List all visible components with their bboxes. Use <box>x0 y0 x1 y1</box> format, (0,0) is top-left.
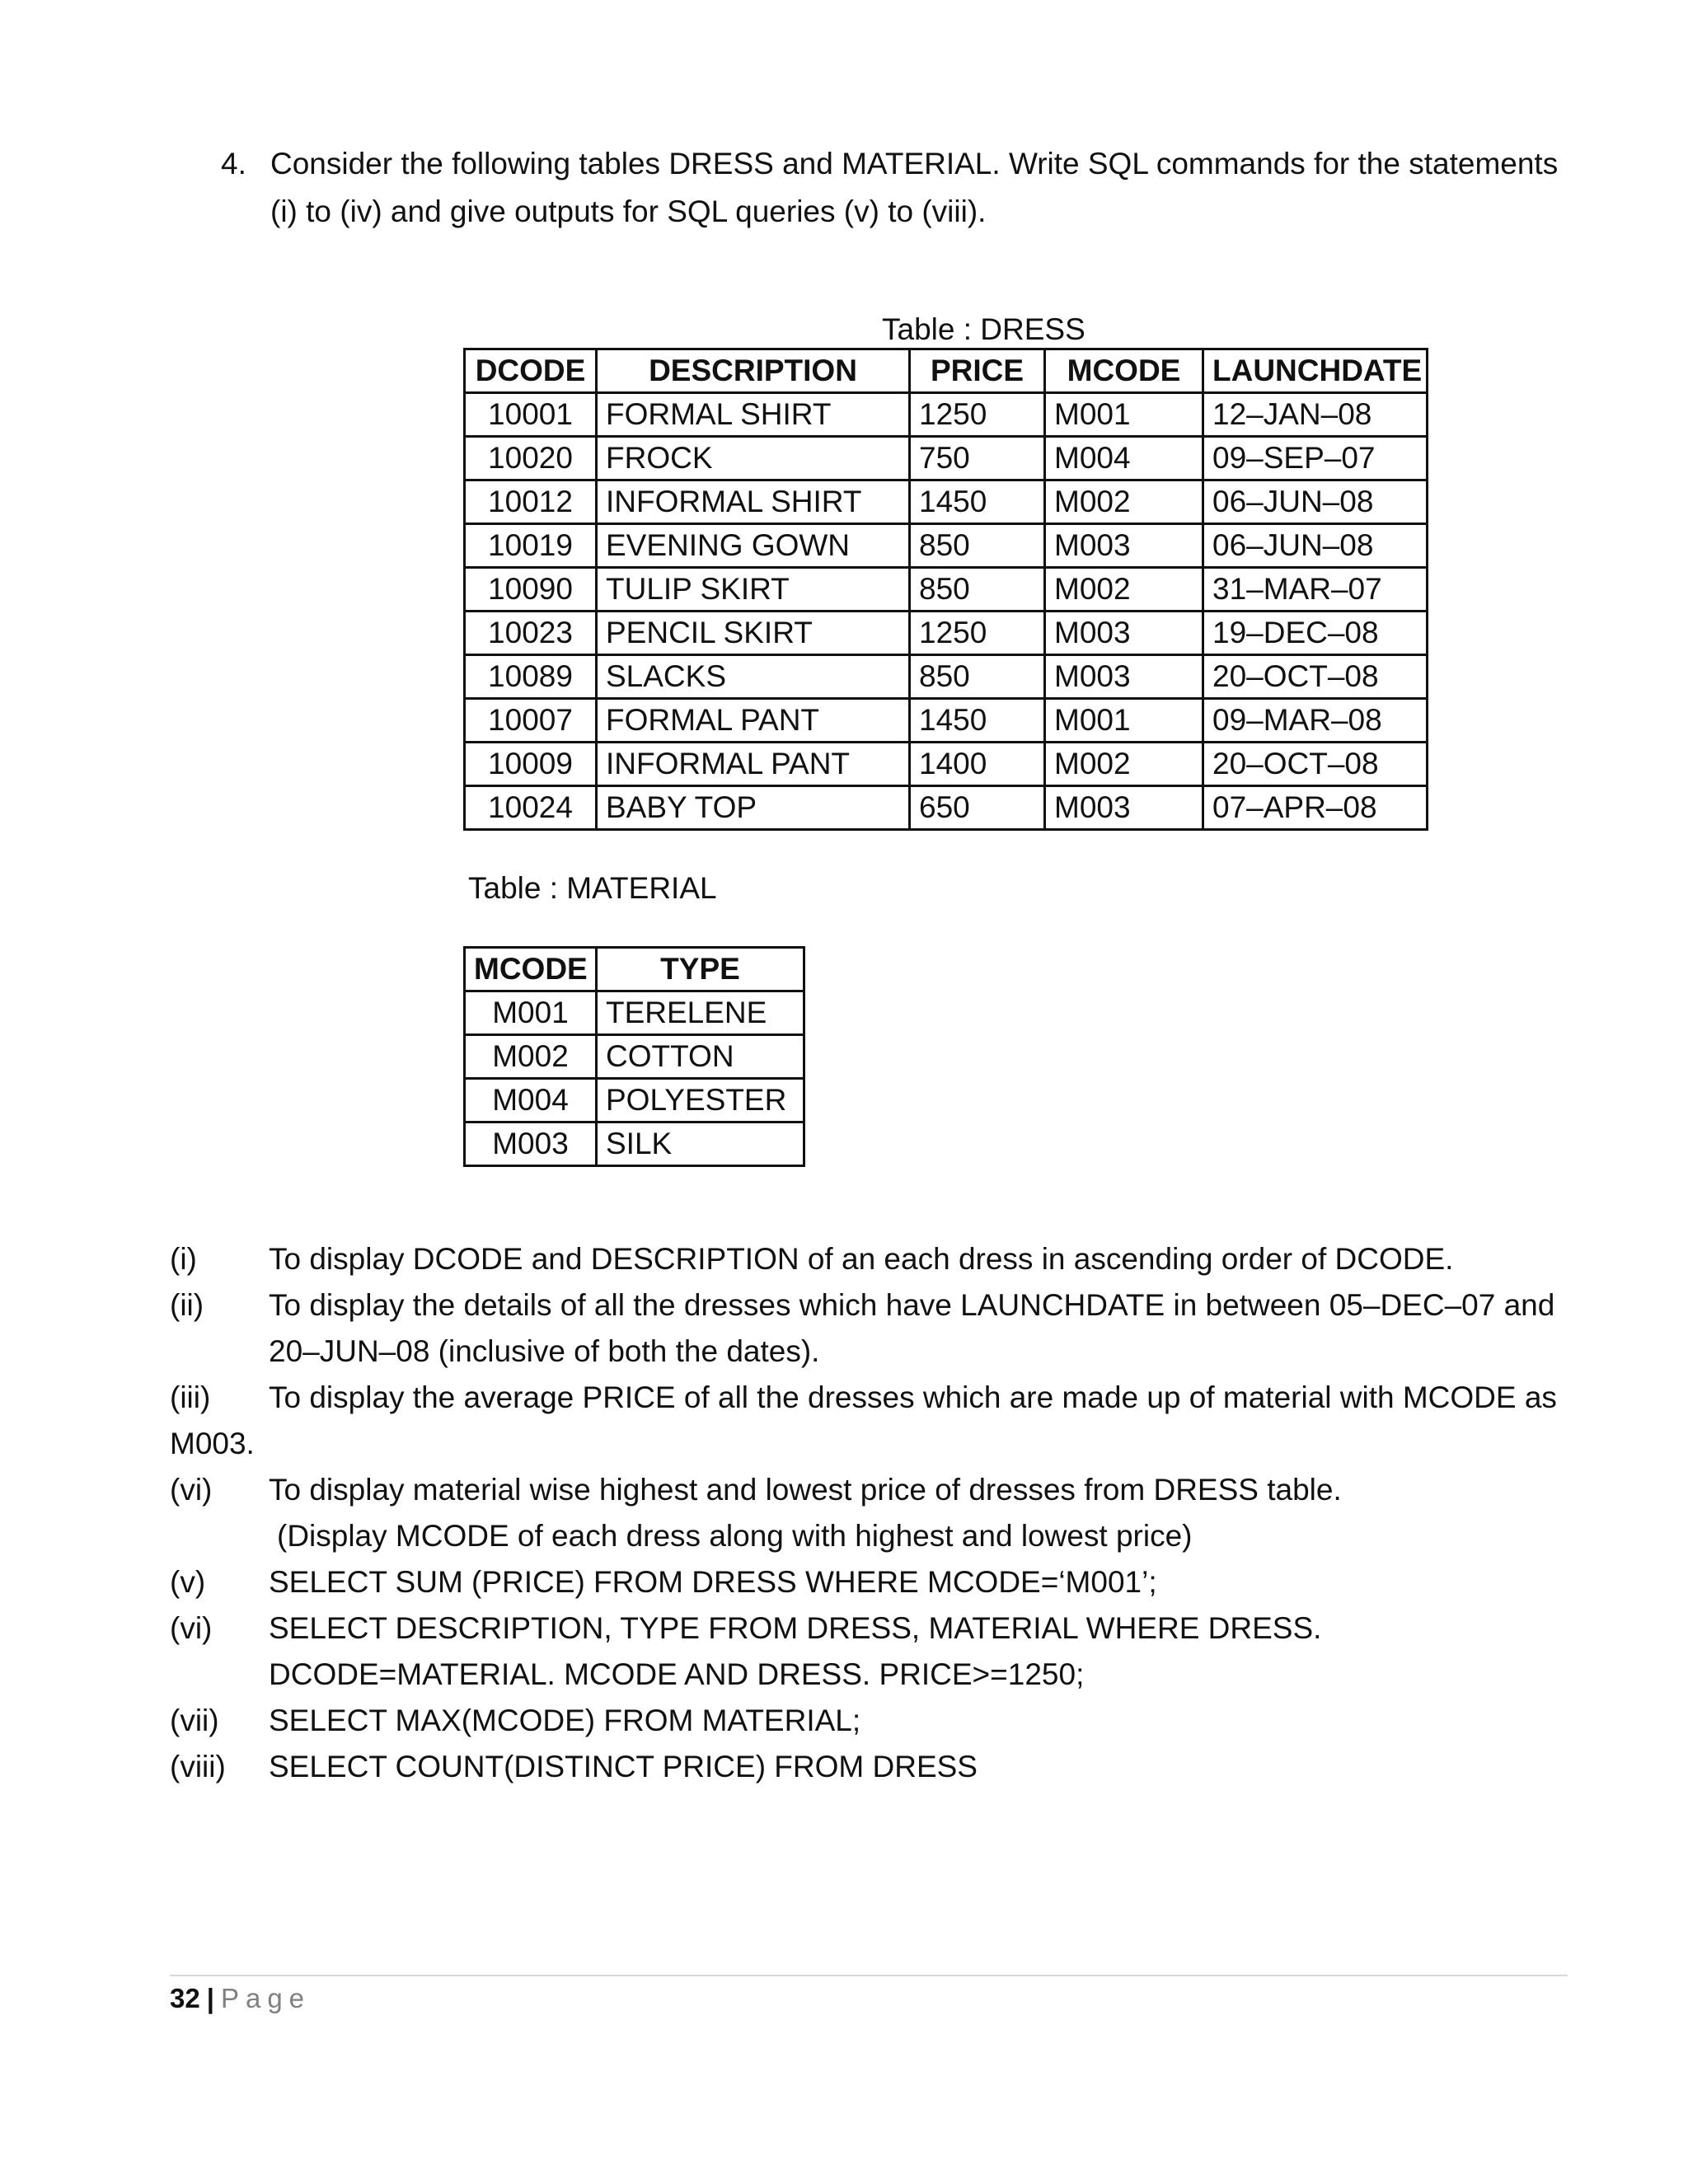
statement-number: (ii) <box>170 1288 204 1322</box>
material-cell-mcode: M004 <box>465 1079 597 1122</box>
dress-cell-dcode: 10024 <box>465 786 597 830</box>
statement-number: (viii) <box>170 1750 226 1783</box>
dress-header-description: DESCRIPTION <box>597 349 910 393</box>
question-text: Consider the following tables DRESS and MATERIAL. Write SQL commands for the statements (i) to (iv) and give outputs for SQL queries (v) to (viii). <box>270 147 1559 228</box>
list-item <box>170 1744 1563 1790</box>
dress-cell-dcode: 10089 <box>465 655 597 699</box>
material-table-caption: Table : MATERIAL <box>468 871 717 905</box>
dress-cell-mcode: M003 <box>1045 612 1203 655</box>
dress-cell-price: 1250 <box>910 393 1045 437</box>
dress-cell-description: INFORMAL SHIRT <box>597 480 910 524</box>
material-cell-type: POLYESTER <box>597 1079 804 1122</box>
table-row <box>465 743 1428 786</box>
table-row <box>465 1079 804 1122</box>
dress-table <box>463 348 1428 831</box>
question-block <box>221 140 1564 236</box>
material-cell-type: SILK <box>597 1122 804 1166</box>
material-cell-type: TERELENE <box>597 991 804 1035</box>
list-item <box>170 1605 1563 1698</box>
dress-header-mcode: MCODE <box>1045 349 1203 393</box>
dress-cell-dcode: 10009 <box>465 743 597 786</box>
statement-text: SELECT SUM (PRICE) FROM DRESS WHERE MCODE=‘M001’; <box>269 1565 1157 1599</box>
dress-cell-launchdate: 31–MAR–07 <box>1203 568 1428 612</box>
dress-cell-price: 850 <box>910 568 1045 612</box>
dress-cell-description: EVENING GOWN <box>597 524 910 568</box>
dress-cell-price: 850 <box>910 655 1045 699</box>
table-row <box>465 524 1428 568</box>
table-row <box>465 612 1428 655</box>
list-item <box>170 1282 1563 1375</box>
dress-cell-description: BABY TOP <box>597 786 910 830</box>
statement-continuation: M003. <box>170 1427 255 1460</box>
page-footer <box>170 1980 311 2018</box>
statement-number: (vi) <box>170 1611 213 1645</box>
statement-number: (v) <box>170 1565 206 1599</box>
statement-text: To display material wise highest and lowest price of dresses from DRESS table. <box>269 1473 1342 1507</box>
page-label: Page <box>220 1983 312 2013</box>
statement-text: To display DCODE and DESCRIPTION of an each dress in ascending order of DCODE. <box>269 1242 1454 1276</box>
statement-number: (vii) <box>170 1704 219 1737</box>
dress-cell-mcode: M002 <box>1045 743 1203 786</box>
material-cell-mcode: M001 <box>465 991 597 1035</box>
dress-header-launchdate: LAUNCHDATE <box>1203 349 1428 393</box>
dress-cell-launchdate: 12–JAN–08 <box>1203 393 1428 437</box>
footer-divider <box>170 1975 1568 1976</box>
material-table-body <box>465 991 804 1166</box>
page-number: 32 <box>170 1983 200 2013</box>
dress-cell-price: 1450 <box>910 480 1045 524</box>
dress-header-dcode: DCODE <box>465 349 597 393</box>
statement-number: (iii) <box>170 1380 211 1414</box>
material-table <box>463 946 805 1167</box>
dress-cell-price: 850 <box>910 524 1045 568</box>
dress-table-body <box>465 393 1428 830</box>
table-row <box>465 655 1428 699</box>
dress-cell-launchdate: 20–OCT–08 <box>1203 743 1428 786</box>
footer-separator: | <box>206 1983 214 2013</box>
list-item <box>170 1559 1563 1605</box>
dress-cell-launchdate: 06–JUN–08 <box>1203 524 1428 568</box>
dress-cell-mcode: M003 <box>1045 655 1203 699</box>
dress-cell-dcode: 10007 <box>465 699 597 743</box>
table-row <box>465 1035 804 1079</box>
dress-cell-description: SLACKS <box>597 655 910 699</box>
table-row <box>465 480 1428 524</box>
dress-header-price: PRICE <box>910 349 1045 393</box>
dress-cell-dcode: 10090 <box>465 568 597 612</box>
material-header-mcode: MCODE <box>465 948 597 991</box>
dress-cell-dcode: 10001 <box>465 393 597 437</box>
dress-cell-description: TULIP SKIRT <box>597 568 910 612</box>
dress-cell-dcode: 10020 <box>465 437 597 480</box>
dress-cell-description: FORMAL SHIRT <box>597 393 910 437</box>
dress-cell-mcode: M001 <box>1045 699 1203 743</box>
dress-cell-dcode: 10023 <box>465 612 597 655</box>
dress-cell-description: FROCK <box>597 437 910 480</box>
dress-cell-dcode: 10012 <box>465 480 597 524</box>
table-row <box>465 786 1428 830</box>
dress-cell-launchdate: 09–MAR–08 <box>1203 699 1428 743</box>
statement-text: SELECT DESCRIPTION, TYPE FROM DRESS, MATERIAL WHERE DRESS. DCODE=MATERIAL. MCODE AND DRESS. PRICE>=1250; <box>269 1611 1322 1691</box>
statement-text: SELECT MAX(MCODE) FROM MATERIAL; <box>269 1704 861 1737</box>
dress-cell-price: 1450 <box>910 699 1045 743</box>
dress-cell-description: INFORMAL PANT <box>597 743 910 786</box>
table-row <box>465 393 1428 437</box>
statement-text: To display the average PRICE of all the dresses which are made up of material with MCODE as <box>269 1380 1557 1414</box>
list-item <box>170 1467 1563 1559</box>
statement-note: (Display MCODE of each dress along with highest and lowest price) <box>277 1519 1193 1553</box>
dress-cell-launchdate: 20–OCT–08 <box>1203 655 1428 699</box>
material-header-type: TYPE <box>597 948 804 991</box>
material-table-header-row <box>465 948 804 991</box>
dress-cell-description: PENCIL SKIRT <box>597 612 910 655</box>
material-cell-type: COTTON <box>597 1035 804 1079</box>
dress-cell-mcode: M002 <box>1045 480 1203 524</box>
dress-cell-dcode: 10019 <box>465 524 597 568</box>
material-cell-mcode: M003 <box>465 1122 597 1166</box>
dress-cell-mcode: M003 <box>1045 786 1203 830</box>
dress-cell-launchdate: 19–DEC–08 <box>1203 612 1428 655</box>
dress-cell-mcode: M004 <box>1045 437 1203 480</box>
dress-cell-price: 1250 <box>910 612 1045 655</box>
table-row <box>465 1122 804 1166</box>
statement-text: SELECT COUNT(DISTINCT PRICE) FROM DRESS <box>269 1750 978 1783</box>
statement-number: (i) <box>170 1242 197 1276</box>
dress-cell-launchdate: 07–APR–08 <box>1203 786 1428 830</box>
dress-cell-launchdate: 09–SEP–07 <box>1203 437 1428 480</box>
table-row <box>465 699 1428 743</box>
statement-text: To display the details of all the dresses which have LAUNCHDATE in between 05–DEC–07 and 20–JUN–08 (inclusive of both the dates). <box>269 1288 1555 1368</box>
table-row <box>465 991 804 1035</box>
list-item <box>170 1236 1563 1282</box>
dress-table-caption: Table : DRESS <box>882 312 1085 346</box>
list-item <box>170 1698 1563 1744</box>
dress-cell-price: 650 <box>910 786 1045 830</box>
table-row <box>465 437 1428 480</box>
material-cell-mcode: M002 <box>465 1035 597 1079</box>
statements-list <box>170 1236 1563 1790</box>
dress-cell-description: FORMAL PANT <box>597 699 910 743</box>
question-number: 4. <box>221 147 246 180</box>
statement-number: (vi) <box>170 1473 213 1507</box>
dress-cell-price: 750 <box>910 437 1045 480</box>
dress-table-header-row <box>465 349 1428 393</box>
list-item <box>170 1375 1563 1467</box>
dress-cell-mcode: M002 <box>1045 568 1203 612</box>
dress-cell-mcode: M003 <box>1045 524 1203 568</box>
table-row <box>465 568 1428 612</box>
dress-cell-price: 1400 <box>910 743 1045 786</box>
dress-cell-launchdate: 06–JUN–08 <box>1203 480 1428 524</box>
dress-cell-mcode: M001 <box>1045 393 1203 437</box>
